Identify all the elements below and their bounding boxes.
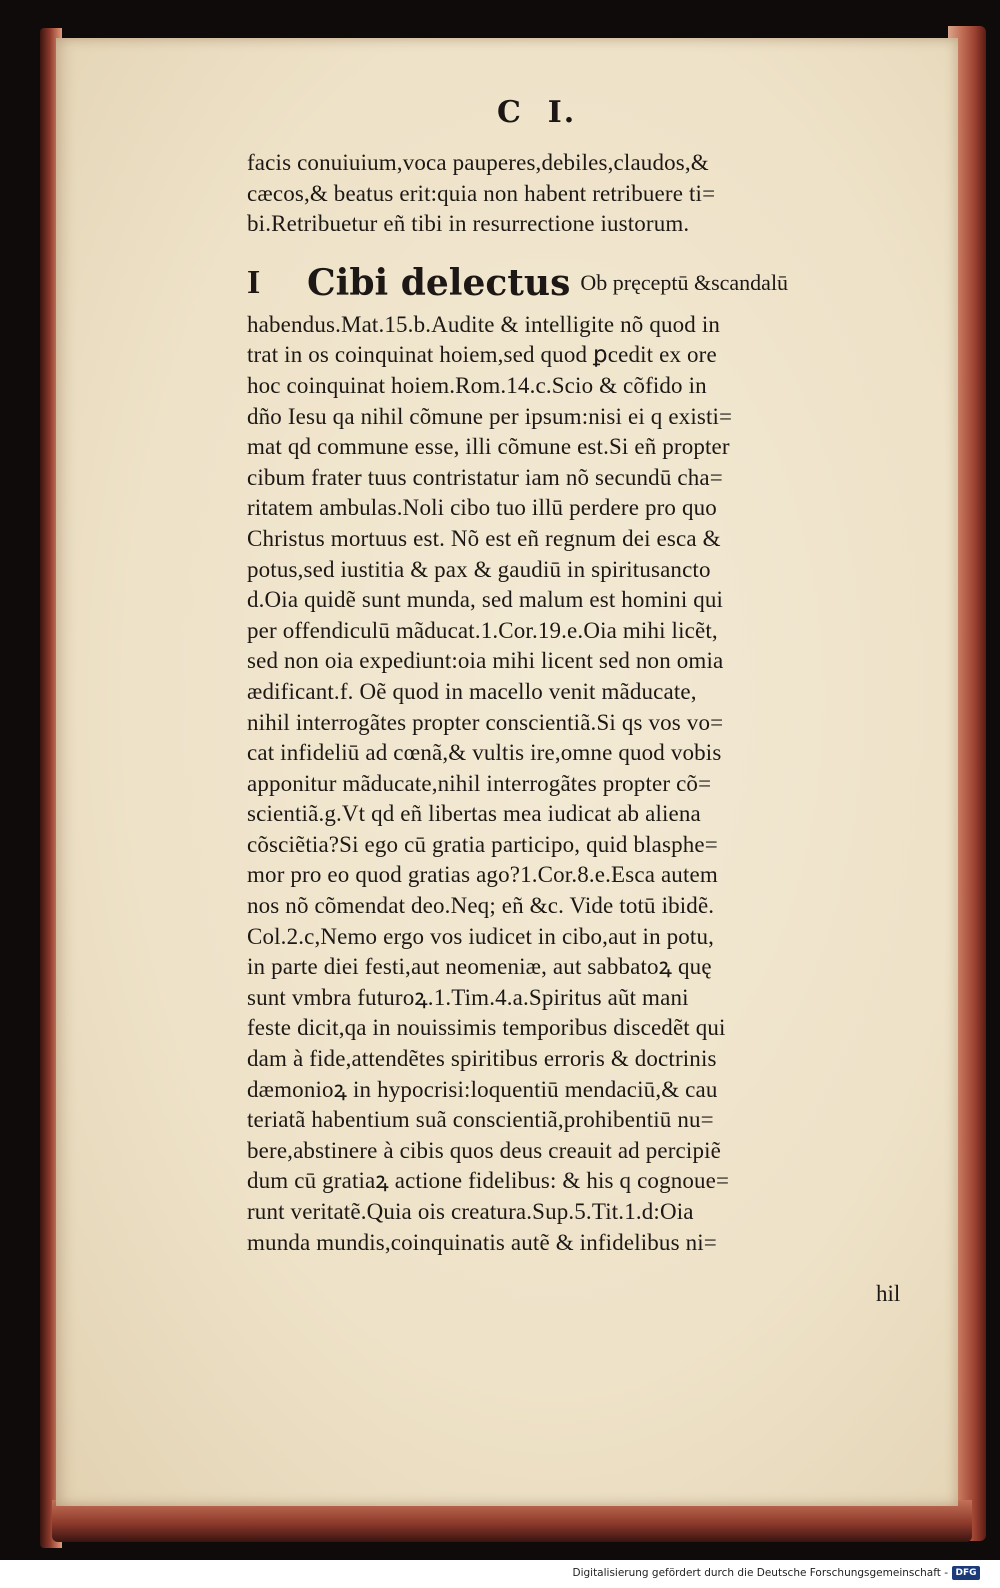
dfg-logo: DFG [952,1566,980,1580]
text-line: cibum frater tuus contristatur iam nõ secundū cha= [247,464,723,490]
text-line: potus,sed iustitia & pax & gaudiū in spiritusancto [247,556,711,582]
section-heading [247,260,927,306]
section-heading-text: Ob pręceptū &scandalū [580,269,789,295]
funding-notice: Digitalisierung gefördert durch die Deutsche Forschungsgemeinschaft - [572,1567,948,1579]
text-line: per offendiculū mãducat.1.Cor.19.e.Oia mihi licẽt, [247,617,718,643]
text-line: cat infideliū ad cœnã,& vultis ire,omne quod vobis [247,740,722,766]
text-line: bere,abstinere à cibis quos deus creauit ad percipiẽ [247,1137,721,1163]
footer-bar [0,1560,1000,1588]
text-line: feste dicit,qa in nouissimis temporibus discedẽt qui [247,1015,726,1041]
text-line: nos nõ cõmendat deo.Neq; eñ &c. Vide totū ibidẽ. [247,893,715,919]
text-line: dum cū gratiaꝝ actione fidelibus: & his q cognoue= [247,1168,730,1194]
text-line: d.Oia quidẽ sunt munda, sed malum est homini qui [247,587,724,613]
text-line: dam à fide,attendẽtes spiritibus erroris & doctrinis [247,1046,717,1072]
text-line: sunt vmbra futuroꝝ.1.Tim.4.a.Spiritus aũt mani [247,984,689,1010]
text-line: dæmonioꝝ in hypocrisi:loquentiū mendaciū,& cau [247,1076,718,1102]
page-signature: C I. [497,95,577,130]
catchword: hil [876,1281,901,1306]
text-line: mat qd commune esse, illi cõmune est.Si eñ propter [247,434,730,460]
book-edge-bottom [52,1500,972,1542]
text-line: ædificant.f. Oẽ quod in macello venit mãducate, [247,678,697,704]
text-line: scientiã.g.Vt qd eñ libertas mea iudicat ab aliena [247,801,701,827]
text-line: teriatã habentium suã conscientiã,prohibentiū nu= [247,1107,714,1133]
text-line: Col.2.c,Nemo ergo vos iudicet in cibo,aut in potu, [247,923,715,949]
section-letter: I [247,263,261,301]
text-line: bi.Retribuetur eñ tibi in resurrectione iustorum. [247,211,690,237]
text-line: in parte diei festi,aut neomeniæ, aut sabbatoꝝ quę [247,954,712,980]
text-line: sed non oia expediunt:oia mihi licent sed non omia [247,648,724,674]
text-line: hoc coinquinat hoiem.Rom.14.c.Scio & cõfido in [247,372,707,398]
text-line: cæcos,& beatus erit:quia non habent retribuere ti= [247,180,716,206]
text-line: dño Iesu qa nihil cõmune per ipsum:nisi ei q existi= [247,403,733,429]
text-line: apponitur mãducate,nihil interrogãtes propter cõ= [247,770,712,796]
text-line: munda mundis,coinquinatis autẽ & infidelibus ni= [247,1229,717,1255]
text-line: mor pro eo quod gratias ago?1.Cor.8.e.Esca autem [247,862,718,888]
text-line: cõsciẽtia?Si ego cū gratia participo, quid blasphe= [247,831,718,857]
text-line: habendus.Mat.15.b.Audite & intelligite nõ quod in [247,311,721,337]
text-line: facis conuiuium,voca pauperes,debiles,claudos,& [247,150,709,175]
text-line: runt veritatẽ.Quia ois creatura.Sup.5.Tit.1.d:Oia [247,1199,694,1224]
text-line: nihil interrogãtes propter conscientiã.Si qs vos vo= [247,709,724,735]
text-line: trat in os coinquinat hoiem,sed quod ꝑcedit ex ore [247,342,717,368]
section-title: Cibi delectus [307,261,571,304]
text-line: Christus mortuus est. Nõ est eñ regnum dei esca & [247,525,721,551]
body-lines [247,310,927,1258]
text-line: ritatem ambulas.Noli cibo tuo illū perdere pro quo [247,495,717,521]
page-text-block [247,148,927,1258]
